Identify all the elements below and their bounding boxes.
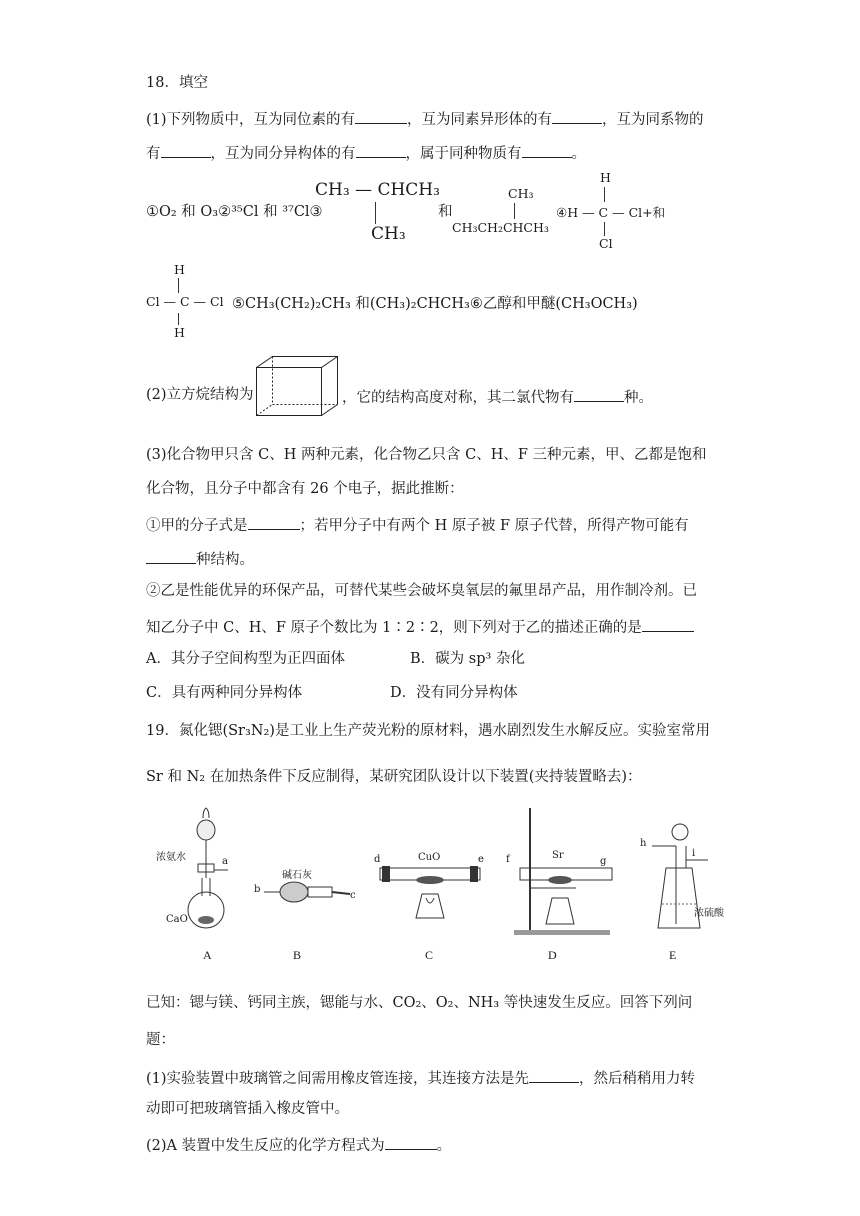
reaction-stand-icon bbox=[504, 808, 624, 938]
text: (1)下列物质中，互为同位素的有 bbox=[146, 112, 356, 128]
text: 。 bbox=[436, 1138, 452, 1154]
bond-line bbox=[604, 222, 605, 236]
answer-blank[interactable] bbox=[552, 107, 602, 124]
q18-items-line2: ⑤CH₃(CH₂)₂CH₃ 和(CH₃)₂CHCH₃⑥乙醇和甲醚(CH₃OCH₃) bbox=[232, 296, 638, 312]
flask-icon bbox=[150, 808, 240, 938]
text: 有 bbox=[146, 146, 161, 162]
label-cuo: CuO bbox=[418, 852, 441, 863]
label-a: a bbox=[222, 856, 228, 867]
apparatus-b bbox=[254, 808, 354, 938]
answer-blank[interactable] bbox=[642, 615, 694, 632]
label-e: e bbox=[478, 854, 484, 865]
text: ，它的结构高度对称，其二氯代物有 bbox=[342, 390, 574, 406]
dichloromethane-formula-b bbox=[146, 262, 236, 342]
label-b: b bbox=[254, 884, 261, 895]
answer-blank[interactable] bbox=[574, 385, 624, 402]
text: ，然后稍稍用力转 bbox=[579, 1071, 696, 1087]
answer-blank[interactable] bbox=[161, 141, 211, 158]
label-d: d bbox=[374, 854, 381, 865]
option-b[interactable]: B．碳为 sp³ 杂化 bbox=[410, 651, 525, 667]
text: ，互为同分异构体的有 bbox=[210, 146, 356, 162]
text: ，属于同种物质有 bbox=[405, 146, 522, 162]
label-h: h bbox=[640, 838, 647, 849]
dichloromethane-formula-a bbox=[556, 170, 686, 250]
answer-blank[interactable] bbox=[385, 1133, 437, 1150]
q19-q1-line2: 动即可把玻璃管插入橡皮管中。 bbox=[146, 1101, 349, 1117]
text: (2)A 装置中发生反应的化学方程式为 bbox=[146, 1138, 385, 1154]
text: (2)立方烷结构为 bbox=[146, 387, 254, 403]
2-methylbutane-formula bbox=[452, 186, 562, 241]
label-sulfuric-acid: 浓硫酸 bbox=[694, 908, 724, 919]
text: 知乙分子中 C、H、F 原子个数比为 1∶2∶2，则下列对于乙的描述正确的是 bbox=[146, 620, 642, 636]
apparatus-c bbox=[370, 808, 490, 938]
q18-part3-line1: (3)化合物甲只含 C、H 两种元素，化合物乙只含 C、H、F 三种元素，甲、乙都是饱和 bbox=[146, 447, 707, 463]
q19-known-line2: 题： bbox=[146, 1032, 175, 1048]
formula-bottom: CH₃ bbox=[371, 224, 406, 244]
bond-line bbox=[604, 187, 605, 202]
text: 种结构。 bbox=[196, 552, 254, 568]
q18-part3-q1-line2 bbox=[146, 547, 254, 570]
label-c: c bbox=[350, 890, 356, 901]
text: 。 bbox=[571, 146, 586, 162]
answer-blank[interactable] bbox=[355, 107, 407, 124]
answer-blank[interactable] bbox=[529, 1066, 579, 1083]
q19-q1-line1 bbox=[146, 1066, 695, 1089]
bond-line bbox=[178, 278, 179, 293]
option-a[interactable]: A．其分子空间构型为正四面体 bbox=[146, 651, 345, 667]
atom-h: H bbox=[174, 262, 185, 277]
label-cao: CaO bbox=[166, 914, 188, 925]
atom-cl: Cl bbox=[599, 236, 613, 251]
text: ，互为同素异形体的有 bbox=[407, 112, 553, 128]
label-soda-lime: 碱石灰 bbox=[282, 870, 312, 881]
caption-e: E bbox=[669, 948, 677, 962]
answer-blank[interactable] bbox=[356, 141, 406, 158]
bond-line bbox=[375, 202, 376, 224]
q18-part3-line2: 化合物，且分子中都含有 26 个电子，据此推断： bbox=[146, 481, 464, 497]
q19-line1: 19．氮化锶(Sr₃N₂)是工业上生产荧光粉的原材料，遇水剧烈发生水解反应。实验室常用 bbox=[146, 723, 710, 739]
q18-part3-q1-line1 bbox=[146, 513, 689, 536]
q19-known-line1: 已知：锶与镁、钙同主族，锶能与水、CO₂、O₂、NH₃ 等快速发生反应。回答下列问 bbox=[146, 995, 693, 1011]
formula-main: ④H — C — Cl+和 bbox=[556, 205, 666, 220]
formula-main: Cl — C — Cl bbox=[146, 294, 224, 309]
apparatus-a bbox=[150, 808, 240, 938]
answer-blank[interactable] bbox=[146, 547, 196, 564]
q18-part2-tail bbox=[342, 385, 653, 408]
answer-blank[interactable] bbox=[522, 141, 572, 158]
q18-part3-q2-line2 bbox=[146, 615, 694, 638]
isobutane-formula bbox=[315, 180, 440, 250]
apparatus-e bbox=[636, 808, 746, 938]
option-c[interactable]: C．具有两种同分异构体 bbox=[146, 685, 303, 701]
atom-h: H bbox=[174, 325, 185, 340]
atom-h: H bbox=[600, 170, 611, 185]
bond-line bbox=[178, 313, 179, 325]
q19-q2-line bbox=[146, 1133, 451, 1156]
bond-line bbox=[514, 203, 515, 219]
text: 种。 bbox=[624, 390, 653, 406]
caption-a: A bbox=[203, 948, 212, 962]
option-d[interactable]: D．没有同分异构体 bbox=[390, 685, 518, 701]
combustion-tube-icon bbox=[370, 808, 490, 938]
formula-top: CH₃ — CHCH₃ bbox=[315, 180, 440, 200]
text: ①甲的分子式是 bbox=[146, 518, 248, 534]
text: ；若甲分子中有两个 H 原子被 F 原子代替，所得产物可能有 bbox=[299, 518, 689, 534]
formula-main: CH₃CH₂CHCH₃ bbox=[452, 220, 549, 235]
text: (1)实验装置中玻璃管之间需用橡皮管连接，其连接方法是先 bbox=[146, 1071, 530, 1087]
q18-items-line1: ①O₂ 和 O₃②³⁵Cl 和 ³⁷Cl③ bbox=[146, 204, 323, 220]
label-ammonia: 浓氨水 bbox=[156, 852, 186, 863]
label-i: i bbox=[692, 848, 696, 859]
caption-d: D bbox=[548, 948, 557, 962]
and-text: 和 bbox=[438, 204, 453, 220]
wash-bottle-icon bbox=[636, 808, 746, 938]
label-sr: Sr bbox=[552, 850, 564, 861]
q18-title: 18．填空 bbox=[146, 75, 208, 91]
apparatus-d bbox=[504, 808, 624, 938]
cubane-structure-image bbox=[256, 356, 342, 416]
caption-c: C bbox=[425, 948, 434, 962]
caption-b: B bbox=[293, 948, 302, 962]
label-g: g bbox=[600, 856, 607, 867]
q18-part1-line1 bbox=[146, 107, 704, 130]
q18-part1-line2 bbox=[146, 141, 586, 164]
text: ，互为同系物的 bbox=[602, 112, 704, 128]
label-f: f bbox=[506, 854, 510, 865]
formula-top: CH₃ bbox=[508, 186, 534, 201]
q19-line2: Sr 和 N₂ 在加热条件下反应制得，某研究团队设计以下装置(夹持装置略去)： bbox=[146, 769, 642, 785]
answer-blank[interactable] bbox=[248, 513, 300, 530]
q18-part2-line bbox=[146, 385, 254, 405]
q18-part3-q2-line1: ②乙是性能优异的环保产品，可替代某些会破坏臭氧层的氟里昂产品，用作制冷剂。已 bbox=[146, 583, 697, 599]
